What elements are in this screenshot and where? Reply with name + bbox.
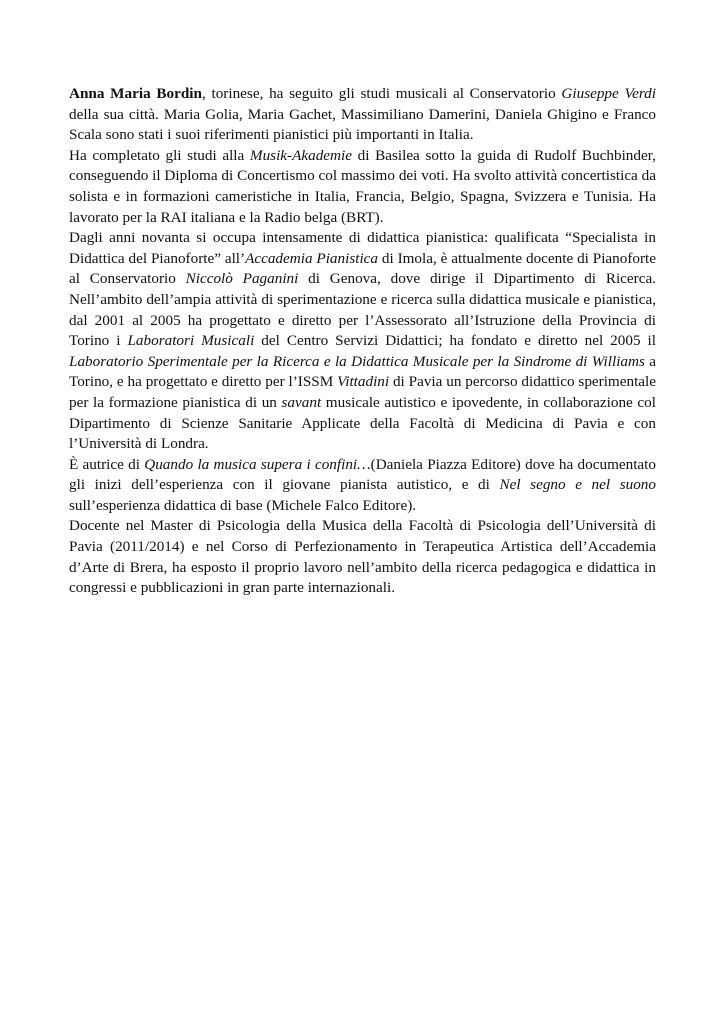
accademia-pianistica: Accademia Pianistica [245, 249, 379, 267]
document-body [69, 84, 656, 599]
text-run: Dagli anni novanta si occupa intensamente di didattica pianistica: qualificata “Specialista in Didattica del Pianoforte” all’ [69, 229, 656, 267]
text-run: musicale autistico e ipovedente, in collaborazione col Dipartimento di Scienze Sanitarie Applicate della Facoltà di Medicina di Pavia e con l’Università di Londra. [69, 393, 656, 453]
paragraph-teaching-research [69, 516, 656, 598]
text-run: , torinese, ha seguito gli studi musicali al Conservatorio [201, 85, 562, 102]
paragraph-studies [69, 146, 656, 228]
text-run: Ha completato gli studi alla [69, 146, 250, 164]
text-run: di Basilea sotto la guida di Rudolf Buchbinder, conseguendo il Diploma di Concertismo col massimo dei voti. Ha svolto attività concertistica da solista e in formazioni cameristiche in Italia, Francia, Belgio, Spagna, Svizzera e Tunisia. Ha lavorato per la RAI italiana e la Radio belga (BRT). [69, 146, 656, 226]
text-run: (Daniela Piazza Editore) dove ha documentato gli inizi dell’esperienza con il giovane pianista autistico, e di [69, 455, 656, 494]
text-run: Docente nel Master di Psicologia della Musica della Facoltà di Psicologia dell’Università di Pavia (2011/2014) e nel Corso di Perfezionamento in Terapeutica Artistica dell’Accademia d’Arte di Brera, ha esposto il proprio lavoro nell’ambito della ricerca pedagogica e didattica in congressi e pubblicazioni in gran parte internazionali. [69, 517, 656, 597]
text-run: sull’esperienza didattica di base (Michele Falco Editore). [69, 496, 417, 514]
conservatory-name: Giuseppe Verdi [561, 85, 656, 102]
paragraph-publications [69, 455, 656, 517]
text-run: di Imola, è attualmente docente di Pianoforte al Conservatorio [69, 249, 657, 288]
paragraph-biography-intro [69, 84, 656, 146]
laboratorio-sperimentale: Laboratorio Sperimentale per la Ricerca e la Didattica Musicale per la Sindrome di Williams [69, 352, 645, 370]
text-run: della sua città. Maria Golia, Maria Gachet, Massimiliano Damerini, Daniela Ghigino e Franco Scala sono stati i suoi riferimenti pianistici più importanti in Italia. [69, 105, 656, 144]
paragraph-didactics [69, 228, 656, 455]
issm-vittadini: Vittadini [337, 373, 390, 391]
book-title-nel-segno: Nel segno e nel suono [499, 476, 656, 494]
text-run: È autrice di [69, 455, 145, 473]
savant-term: savant [281, 393, 322, 411]
author-name: Anna Maria Bordin [69, 85, 202, 102]
laboratori-musicali: Laboratori Musicali [127, 332, 255, 350]
text-run: di Pavia un percorso didattico sperimentale per la formazione pianistica di un [69, 373, 657, 411]
conservatory-paganini: Niccolò Paganini [185, 270, 299, 288]
text-run: a Torino, e ha progettato e diretto per l’ISSM [69, 352, 656, 391]
text-run: del Centro Servizi Didattici; ha fondato e diretto nel 2005 il [254, 332, 656, 350]
academy-name: Musik-Akademie [249, 146, 352, 164]
book-title-quando-la-musica: Quando la musica supera i confini… [144, 455, 371, 473]
text-run: di Genova, dove dirige il Dipartimento di Ricerca. Nell’ambito dell’ampia attività di sperimentazione e ricerca sulla didattica musicale e pianistica, dal 2001 al 2005 ha progettato e diretto per l’Assessorato all’Istruzione della Provincia di Torino i [69, 270, 656, 350]
